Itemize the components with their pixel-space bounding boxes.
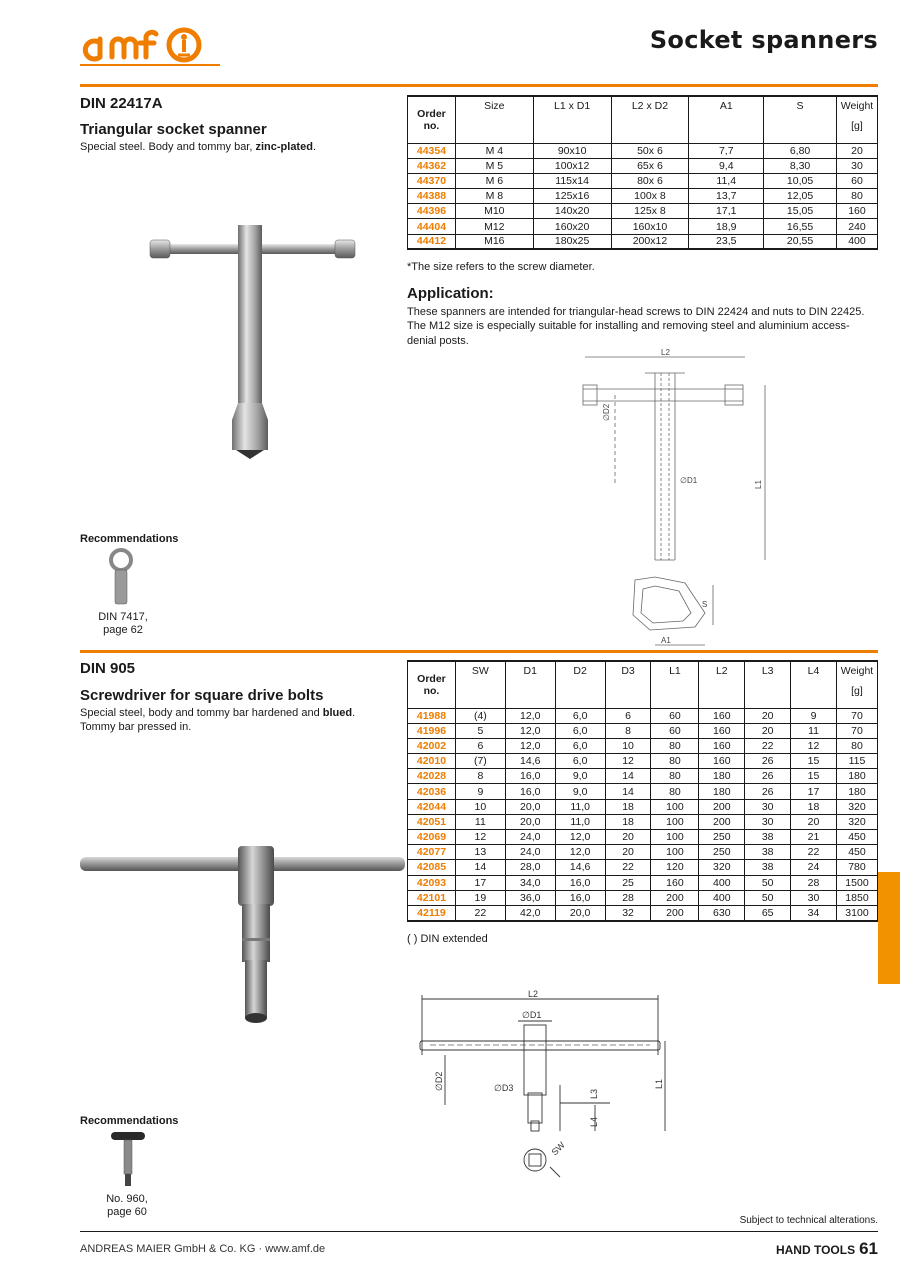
section-divider bbox=[80, 650, 878, 653]
table-cell: 15,05 bbox=[764, 204, 837, 219]
col-sw: SW bbox=[455, 661, 505, 708]
col-l2d2: L2 x D2 bbox=[611, 96, 689, 143]
table-cell: 7,7 bbox=[689, 143, 764, 158]
table-cell: 17,1 bbox=[689, 204, 764, 219]
table-cell: 20,55 bbox=[764, 234, 837, 249]
footer-page-info bbox=[776, 1239, 878, 1259]
table-row bbox=[408, 830, 878, 845]
table-cell: 20,0 bbox=[505, 799, 555, 814]
table-cell: 180 bbox=[699, 769, 745, 784]
drawing2-label-d3: ∅D3 bbox=[494, 1083, 514, 1093]
table-cell: 3100 bbox=[836, 905, 877, 920]
table-cell: 450 bbox=[836, 830, 877, 845]
drawing-label-d1: ∅D1 bbox=[680, 476, 698, 485]
table-cell: 11,0 bbox=[555, 799, 605, 814]
table-cell: 630 bbox=[699, 905, 745, 920]
table-cell: 26 bbox=[745, 769, 791, 784]
drawing2-label-d2: ∅D2 bbox=[434, 1071, 444, 1091]
table-cell: 160 bbox=[699, 723, 745, 738]
table-cell: 12 bbox=[605, 754, 651, 769]
table-cell: 9,4 bbox=[689, 158, 764, 173]
page-title: Socket spanners bbox=[649, 26, 878, 54]
table-cell: 6,0 bbox=[555, 738, 605, 753]
table-cell: 8 bbox=[455, 769, 505, 784]
table-cell: 18 bbox=[605, 814, 651, 829]
order-number: 44354 bbox=[408, 143, 456, 158]
table-cell: 20,0 bbox=[505, 814, 555, 829]
table-cell: 12 bbox=[791, 738, 837, 753]
order-number: 42119 bbox=[408, 905, 456, 920]
drawing-label-s: S bbox=[702, 600, 708, 609]
table-cell: 16,0 bbox=[505, 769, 555, 784]
order-number: 42002 bbox=[408, 738, 456, 753]
table-cell: 11,0 bbox=[555, 814, 605, 829]
table-cell: 115x14 bbox=[533, 173, 611, 188]
table-cell: 320 bbox=[836, 814, 877, 829]
header-rule bbox=[80, 84, 878, 87]
table-cell: 30 bbox=[836, 158, 877, 173]
table-row bbox=[408, 875, 878, 890]
table-cell: 80 bbox=[651, 784, 699, 799]
section1-name: Triangular socket spanner bbox=[80, 121, 267, 138]
table-cell: 12,05 bbox=[764, 189, 837, 204]
col-l4: L4 bbox=[791, 661, 837, 708]
table-cell: 120 bbox=[651, 860, 699, 875]
table-cell: 20,0 bbox=[555, 905, 605, 920]
table-cell: 60 bbox=[651, 723, 699, 738]
table-cell: 22 bbox=[745, 738, 791, 753]
table-cell: 15 bbox=[791, 754, 837, 769]
table-cell: 450 bbox=[836, 845, 877, 860]
table-cell: 11,4 bbox=[689, 173, 764, 188]
order-number: 41996 bbox=[408, 723, 456, 738]
table-cell: 400 bbox=[699, 890, 745, 905]
section1-footnote: *The size refers to the screw diameter. bbox=[407, 261, 595, 273]
table-cell: 12,0 bbox=[505, 738, 555, 753]
table-cell: 18 bbox=[791, 799, 837, 814]
table-cell: 80 bbox=[651, 769, 699, 784]
table-cell: 14,6 bbox=[555, 860, 605, 875]
col-size: Size bbox=[455, 96, 533, 143]
table-row bbox=[408, 173, 878, 188]
section1-recommendations-title: Recommendations bbox=[80, 533, 179, 545]
table-row bbox=[408, 189, 878, 204]
table-cell: 180 bbox=[699, 784, 745, 799]
table-cell: 11 bbox=[455, 814, 505, 829]
order-number: 44396 bbox=[408, 204, 456, 219]
table-cell: 65x 6 bbox=[611, 158, 689, 173]
table-cell: 18,9 bbox=[689, 219, 764, 234]
table-cell: 100 bbox=[651, 814, 699, 829]
table-row bbox=[408, 204, 878, 219]
table-cell: 8,30 bbox=[764, 158, 837, 173]
table-cell: 6,0 bbox=[555, 723, 605, 738]
table-cell: 240 bbox=[836, 219, 877, 234]
no960-key-icon bbox=[108, 1128, 148, 1190]
table-cell: 30 bbox=[791, 890, 837, 905]
table-cell: 20 bbox=[791, 814, 837, 829]
amf-logo bbox=[80, 25, 220, 69]
drawing-label-l1: L1 bbox=[754, 480, 763, 489]
table-cell: 17 bbox=[791, 784, 837, 799]
table-cell: 14,6 bbox=[505, 754, 555, 769]
table-cell: 50 bbox=[745, 890, 791, 905]
table-cell: 20 bbox=[605, 830, 651, 845]
order-number: 42036 bbox=[408, 784, 456, 799]
table-cell: 28 bbox=[791, 875, 837, 890]
table-cell: 160 bbox=[651, 875, 699, 890]
section1-description: Special steel. Body and tommy bar, zinc-plated. bbox=[80, 141, 316, 153]
table-cell: 115 bbox=[836, 754, 877, 769]
order-number: 44370 bbox=[408, 173, 456, 188]
table-cell: 80 bbox=[836, 189, 877, 204]
table-cell: 100x12 bbox=[533, 158, 611, 173]
section2-recommendation-caption: No. 960, page 60 bbox=[106, 1193, 148, 1219]
table-cell: 34,0 bbox=[505, 875, 555, 890]
order-number: 42093 bbox=[408, 875, 456, 890]
table-cell: 20 bbox=[605, 845, 651, 860]
table-cell: 320 bbox=[699, 860, 745, 875]
table-cell: 17 bbox=[455, 875, 505, 890]
table-cell: 60 bbox=[836, 173, 877, 188]
col-l1d1: L1 x D1 bbox=[533, 96, 611, 143]
table-row bbox=[408, 860, 878, 875]
table-cell: M 6 bbox=[455, 173, 533, 188]
table-cell: 24,0 bbox=[505, 830, 555, 845]
section1-technical-drawing bbox=[575, 345, 795, 655]
table-cell: M 4 bbox=[455, 143, 533, 158]
table-cell: 32 bbox=[605, 905, 651, 920]
col-weight: Weight [g] bbox=[836, 96, 877, 143]
table-cell: 30 bbox=[745, 814, 791, 829]
table-cell: M12 bbox=[455, 219, 533, 234]
table-cell: 14 bbox=[455, 860, 505, 875]
drawing2-label-l2: L2 bbox=[528, 989, 539, 999]
table-cell: 160 bbox=[836, 204, 877, 219]
table-cell: 250 bbox=[699, 830, 745, 845]
order-number: 44404 bbox=[408, 219, 456, 234]
table-cell: 6 bbox=[605, 708, 651, 723]
table-cell: 90x10 bbox=[533, 143, 611, 158]
table-cell: 50 bbox=[745, 875, 791, 890]
table-row bbox=[408, 234, 878, 249]
table-cell: 13,7 bbox=[689, 189, 764, 204]
table-cell: 12,0 bbox=[505, 723, 555, 738]
table-row bbox=[408, 799, 878, 814]
alteration-note: Subject to technical alterations. bbox=[739, 1215, 878, 1226]
table-cell: M 5 bbox=[455, 158, 533, 173]
table-cell: 38 bbox=[745, 830, 791, 845]
table-header-row bbox=[408, 96, 878, 143]
table-cell: 12,0 bbox=[505, 708, 555, 723]
table-cell: 20 bbox=[836, 143, 877, 158]
col-order: Order no. bbox=[408, 661, 456, 708]
table-cell: 180 bbox=[836, 784, 877, 799]
section1-table bbox=[407, 95, 878, 250]
order-number: 44412 bbox=[408, 234, 456, 249]
table-cell: 160 bbox=[699, 738, 745, 753]
table-cell: 80 bbox=[836, 738, 877, 753]
table-cell: 60 bbox=[651, 708, 699, 723]
table-cell: (4) bbox=[455, 708, 505, 723]
table-cell: M 8 bbox=[455, 189, 533, 204]
logo-text: amf bbox=[80, 25, 82, 26]
table-cell: 200 bbox=[651, 890, 699, 905]
table-cell: 80 bbox=[651, 754, 699, 769]
section2-technical-drawing bbox=[410, 985, 680, 1185]
footer-company: ANDREAS MAIER GmbH & Co. KG · www.amf.de bbox=[80, 1243, 326, 1255]
table-cell: 6 bbox=[455, 738, 505, 753]
order-number: 44362 bbox=[408, 158, 456, 173]
table-cell: 22 bbox=[605, 860, 651, 875]
drawing2-label-l4: L4 bbox=[589, 1116, 599, 1127]
drawing2-label-l3: L3 bbox=[589, 1088, 599, 1099]
table-row bbox=[408, 784, 878, 799]
table-cell: 12,0 bbox=[555, 845, 605, 860]
table-cell: 20 bbox=[745, 708, 791, 723]
col-l2: L2 bbox=[699, 661, 745, 708]
table-cell: 200 bbox=[699, 799, 745, 814]
section2-name: Screwdriver for square drive bolts bbox=[80, 687, 324, 704]
table-cell: 80 bbox=[651, 738, 699, 753]
table-cell: 200x12 bbox=[611, 234, 689, 249]
table-cell: 12 bbox=[455, 830, 505, 845]
table-cell: 250 bbox=[699, 845, 745, 860]
drawing2-label-l1: L1 bbox=[654, 1078, 664, 1089]
table-cell: 24 bbox=[791, 860, 837, 875]
order-number: 42028 bbox=[408, 769, 456, 784]
table-row bbox=[408, 723, 878, 738]
table-cell: 160x20 bbox=[533, 219, 611, 234]
table-cell: 70 bbox=[836, 723, 877, 738]
table-cell: 34 bbox=[791, 905, 837, 920]
drawing-label-a1: A1 bbox=[661, 636, 671, 645]
col-d1: D1 bbox=[505, 661, 555, 708]
table-cell: 125x 8 bbox=[611, 204, 689, 219]
table-cell: 10 bbox=[455, 799, 505, 814]
col-a1: A1 bbox=[689, 96, 764, 143]
drawing2-label-sw: SW bbox=[549, 1139, 567, 1158]
table-row bbox=[408, 143, 878, 158]
section1-recommendation-caption: DIN 7417, page 62 bbox=[98, 611, 148, 637]
table-cell: 38 bbox=[745, 860, 791, 875]
table-cell: 200 bbox=[651, 905, 699, 920]
table-cell: M10 bbox=[455, 204, 533, 219]
table-cell: 36,0 bbox=[505, 890, 555, 905]
table-cell: 70 bbox=[836, 708, 877, 723]
table-row bbox=[408, 158, 878, 173]
order-number: 42101 bbox=[408, 890, 456, 905]
table-cell: 6,0 bbox=[555, 708, 605, 723]
table-cell: 8 bbox=[605, 723, 651, 738]
table-cell: 12,0 bbox=[555, 830, 605, 845]
table-cell: 50x 6 bbox=[611, 143, 689, 158]
table-cell: 19 bbox=[455, 890, 505, 905]
table-cell: 100x 8 bbox=[611, 189, 689, 204]
table-cell: 25 bbox=[605, 875, 651, 890]
table-cell: 14 bbox=[605, 769, 651, 784]
table-cell: 28 bbox=[605, 890, 651, 905]
table-cell: M16 bbox=[455, 234, 533, 249]
table-cell: 16,0 bbox=[505, 784, 555, 799]
section1-din: DIN 22417A bbox=[80, 95, 163, 112]
section2-description: Special steel, body and tommy bar hardened and blued. Tommy bar pressed in. bbox=[80, 707, 356, 734]
table-cell: 1500 bbox=[836, 875, 877, 890]
order-number: 41988 bbox=[408, 708, 456, 723]
table-cell: 16,0 bbox=[555, 875, 605, 890]
table-row bbox=[408, 814, 878, 829]
table-row bbox=[408, 769, 878, 784]
table-cell: 200 bbox=[699, 814, 745, 829]
order-number: 42051 bbox=[408, 814, 456, 829]
table-cell: 65 bbox=[745, 905, 791, 920]
table-cell: 18 bbox=[605, 799, 651, 814]
table-header-row bbox=[408, 661, 878, 708]
order-number: 42010 bbox=[408, 754, 456, 769]
order-number: 44388 bbox=[408, 189, 456, 204]
section2-footnote: ( ) DIN extended bbox=[407, 933, 488, 945]
application-title: Application: bbox=[407, 285, 494, 302]
order-number: 42044 bbox=[408, 799, 456, 814]
drawing-label-d2: ∅D2 bbox=[602, 403, 611, 421]
section2-table bbox=[407, 660, 878, 922]
table-cell: 10,05 bbox=[764, 173, 837, 188]
table-cell: 9 bbox=[455, 784, 505, 799]
table-cell: 100 bbox=[651, 845, 699, 860]
table-cell: 180x25 bbox=[533, 234, 611, 249]
table-cell: 140x20 bbox=[533, 204, 611, 219]
table-cell: 11 bbox=[791, 723, 837, 738]
col-order: Order no. bbox=[408, 96, 456, 143]
table-cell: 160x10 bbox=[611, 219, 689, 234]
table-cell: 160 bbox=[699, 754, 745, 769]
section2-recommendations-title: Recommendations bbox=[80, 1115, 179, 1127]
page-number: 61 bbox=[859, 1239, 878, 1258]
table-cell: 38 bbox=[745, 845, 791, 860]
table-cell: 780 bbox=[836, 860, 877, 875]
col-weight: Weight [g] bbox=[836, 661, 877, 708]
table-cell: 22 bbox=[791, 845, 837, 860]
table-cell: 16,55 bbox=[764, 219, 837, 234]
table-cell: 28,0 bbox=[505, 860, 555, 875]
table-cell: 16,0 bbox=[555, 890, 605, 905]
application-text: These spanners are intended for triangular-head screws to DIN 22424 and nuts to DIN 22425. The M12 size is especially suitable for installing and removing steel and aluminium access-denial posts. bbox=[407, 306, 865, 347]
table-row bbox=[408, 890, 878, 905]
table-cell: 21 bbox=[791, 830, 837, 845]
table-cell: 9,0 bbox=[555, 784, 605, 799]
col-l1: L1 bbox=[651, 661, 699, 708]
table-cell: 22 bbox=[455, 905, 505, 920]
order-number: 42077 bbox=[408, 845, 456, 860]
drawing-label-l2: L2 bbox=[661, 348, 670, 357]
section2-din: DIN 905 bbox=[80, 660, 136, 677]
chapter-side-tab bbox=[878, 872, 900, 984]
footer-rule bbox=[80, 1231, 878, 1232]
table-cell: 180 bbox=[836, 769, 877, 784]
table-cell: 26 bbox=[745, 784, 791, 799]
table-cell: 13 bbox=[455, 845, 505, 860]
table-cell: 160 bbox=[699, 708, 745, 723]
order-number: 42069 bbox=[408, 830, 456, 845]
table-cell: 320 bbox=[836, 799, 877, 814]
table-cell: 6,0 bbox=[555, 754, 605, 769]
table-cell: 400 bbox=[699, 875, 745, 890]
triangular-socket-spanner-photo bbox=[140, 215, 360, 465]
table-cell: 10 bbox=[605, 738, 651, 753]
drawing2-label-d1: ∅D1 bbox=[522, 1010, 542, 1020]
table-cell: 5 bbox=[455, 723, 505, 738]
table-cell: 23,5 bbox=[689, 234, 764, 249]
table-cell: 100 bbox=[651, 799, 699, 814]
table-cell: 100 bbox=[651, 830, 699, 845]
table-cell: 24,0 bbox=[505, 845, 555, 860]
table-cell: 15 bbox=[791, 769, 837, 784]
table-cell: (7) bbox=[455, 754, 505, 769]
col-l3: L3 bbox=[745, 661, 791, 708]
table-cell: 30 bbox=[745, 799, 791, 814]
table-row bbox=[408, 845, 878, 860]
section-label: HAND TOOLS bbox=[775, 1243, 856, 1257]
order-number: 42085 bbox=[408, 860, 456, 875]
table-cell: 125x16 bbox=[533, 189, 611, 204]
col-d3: D3 bbox=[605, 661, 651, 708]
col-d2: D2 bbox=[555, 661, 605, 708]
table-row bbox=[408, 738, 878, 753]
table-cell: 14 bbox=[605, 784, 651, 799]
col-s: S bbox=[764, 96, 837, 143]
table-row bbox=[408, 219, 878, 234]
table-cell: 6,80 bbox=[764, 143, 837, 158]
table-row bbox=[408, 708, 878, 723]
din7417-key-icon bbox=[106, 548, 136, 608]
table-row bbox=[408, 905, 878, 920]
table-cell: 1850 bbox=[836, 890, 877, 905]
table-row bbox=[408, 754, 878, 769]
table-cell: 26 bbox=[745, 754, 791, 769]
table-cell: 9,0 bbox=[555, 769, 605, 784]
table-cell: 9 bbox=[791, 708, 837, 723]
table-cell: 20 bbox=[745, 723, 791, 738]
table-cell: 42,0 bbox=[505, 905, 555, 920]
table-cell: 400 bbox=[836, 234, 877, 249]
table-cell: 80x 6 bbox=[611, 173, 689, 188]
square-drive-screwdriver-photo bbox=[78, 840, 408, 1030]
